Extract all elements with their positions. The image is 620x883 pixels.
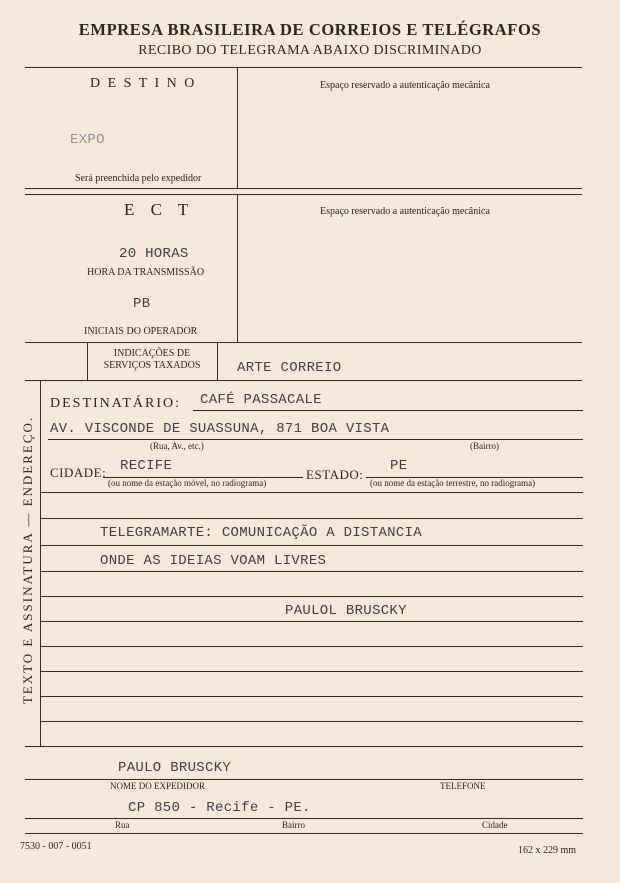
- destino-auth-label: Espaço reservado a autenticação mecânica: [320, 80, 490, 91]
- destinatario-value: CAFÉ PASSACALE: [200, 392, 322, 408]
- form-title: EMPRESA BRASILEIRA DE CORREIOS E TELÉGRAFOS: [78, 20, 542, 39]
- sender-rua-label: Rua: [115, 820, 130, 830]
- rule-destino-bottom-2: [25, 194, 582, 195]
- transmission-hour-value: 20 HORAS: [119, 246, 189, 262]
- cidade-label: CIDADE:: [50, 465, 107, 480]
- sender-name-label: NOME DO EXPEDIDOR: [110, 781, 205, 791]
- message-line-1: TELEGRAMARTE: COMUNICAÇÃO A DISTANCIA: [100, 525, 422, 541]
- destino-heading: D E S T I N O: [90, 76, 197, 91]
- transmission-hour-label: HORA DA TRANSMISSÃO: [87, 267, 205, 278]
- message-line-rule-6: [41, 646, 583, 647]
- message-line-rule-1: [41, 518, 583, 519]
- ect-auth-label: Espaço reservado a autenticação mecânica: [320, 206, 490, 217]
- message-line-rule-7: [41, 671, 583, 672]
- cidade-hint: (ou nome da estação móvel, no radiograma): [108, 478, 267, 488]
- estado-value: PE: [390, 458, 408, 474]
- sender-bairro-label: Bairro: [282, 820, 305, 830]
- message-line-2: ONDE AS IDEIAS VOAM LIVRES: [100, 553, 327, 569]
- side-label: TEXTO E ASSINATURA — ENDEREÇO.: [20, 415, 35, 705]
- ect-heading: E C T: [124, 200, 195, 219]
- rule-destino-bottom-1: [25, 188, 582, 189]
- street-rule: [48, 439, 583, 440]
- sender-cidade-label: Cidade: [482, 820, 508, 830]
- destino-value: EXPO: [70, 132, 105, 148]
- side-label-divider: [40, 381, 41, 746]
- message-line-rule-3: [41, 571, 583, 572]
- operator-initials-value: PB: [133, 296, 151, 312]
- estado-label: ESTADO:: [306, 467, 364, 482]
- destinatario-rule: [193, 410, 583, 411]
- rule-services-bottom: [25, 380, 582, 381]
- street-value: AV. VISCONDE DE SUASSUNA, 871 BOA VISTA: [50, 421, 390, 437]
- rule-top: [25, 67, 582, 68]
- sender-address-rule: [25, 818, 583, 819]
- destino-note: Será preenchida pelo expedidor: [75, 173, 202, 184]
- services-label-2: SERVIÇOS TAXADOS: [103, 360, 201, 371]
- estado-hint: (ou nome da estação terrestre, no radiograma): [370, 478, 536, 488]
- message-signature: PAULOL BRUSCKY: [285, 603, 407, 619]
- sender-name-rule: [25, 779, 583, 780]
- ect-divider: [237, 195, 238, 342]
- services-label-1: INDICAÇÕES DE: [113, 348, 191, 359]
- street-hint: (Rua, Av., etc.): [150, 441, 204, 451]
- message-line-rule-2: [41, 545, 583, 546]
- destino-divider: [237, 68, 238, 188]
- form-subtitle: RECIBO DO TELEGRAMA ABAIXO DISCRIMINADO: [138, 43, 482, 58]
- destinatario-label: DESTINATÁRIO:: [50, 396, 181, 411]
- address-bottom-rule: [41, 492, 583, 493]
- sender-bottom-rule: [25, 833, 583, 834]
- form-code: 7530 - 007 - 0051: [20, 841, 92, 852]
- sender-address-value: CP 850 - Recife - PE.: [128, 800, 311, 816]
- sender-phone-label: TELEFONE: [440, 781, 486, 791]
- message-line-rule-9: [41, 721, 583, 722]
- rule-ect-bottom: [25, 342, 582, 343]
- operator-initials-label: INICIAIS DO OPERADOR: [84, 326, 198, 337]
- message-area-bottom-rule: [25, 746, 583, 747]
- message-line-rule-5: [41, 621, 583, 622]
- services-value: ARTE CORREIO: [237, 360, 342, 376]
- form-size: 162 x 229 mm: [518, 845, 577, 856]
- message-line-rule-8: [41, 696, 583, 697]
- message-line-rule-4: [41, 596, 583, 597]
- sender-name-value: PAULO BRUSCKY: [118, 760, 232, 776]
- services-right-divider: [217, 343, 218, 380]
- cidade-value: RECIFE: [120, 458, 173, 474]
- bairro-hint: (Bairro): [470, 441, 499, 451]
